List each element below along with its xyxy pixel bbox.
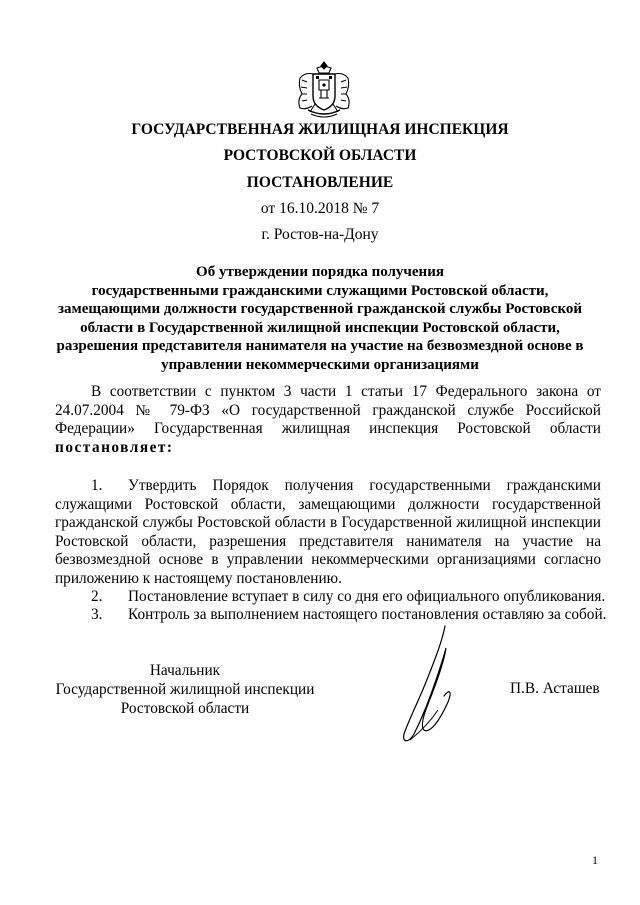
item-line: безвозмездной основе в управлении некоммерческими организациями согласно bbox=[55, 551, 601, 568]
item-line: гражданской службы Ростовской области в Государственной жилищной инспекции bbox=[55, 514, 601, 531]
position-line: Начальник bbox=[149, 662, 221, 679]
handwritten-signature bbox=[390, 622, 480, 752]
item-line: Утвердить Порядок получения государственными гражданскими bbox=[128, 477, 601, 494]
decree-word: постановляет: bbox=[55, 438, 174, 456]
document-title bbox=[40, 263, 600, 374]
organization-name-line2: РОСТОВСКОЙ ОБЛАСТИ bbox=[223, 147, 417, 164]
preamble-paragraph bbox=[55, 383, 601, 457]
item-line: Постановление вступает в силу со дня его официального опубликования. bbox=[128, 588, 606, 605]
item-line: Ростовской области, разрешения представителя нанимателя на участие на bbox=[55, 532, 601, 550]
position-line: Государственной жилищной инспекции bbox=[55, 681, 315, 698]
item-line: служащими Ростовской области, замещающими должности государственной bbox=[55, 495, 601, 513]
item-paragraph bbox=[55, 606, 607, 625]
item-paragraph bbox=[55, 588, 606, 607]
organization-name-line1: ГОСУДАРСТВЕННАЯ ЖИЛИЩНАЯ ИНСПЕКЦИЯ bbox=[131, 121, 509, 138]
preamble-line: Федерации» Государственная жилищная инспекция Ростовской области bbox=[55, 420, 601, 437]
item-number: 3. bbox=[91, 606, 103, 623]
title-line: Об утверждении порядка получения bbox=[196, 264, 444, 280]
coat-of-arms-emblem bbox=[293, 60, 355, 122]
title-line: разрешения представителя нанимателя на участие на безвозмездной основе в bbox=[56, 338, 584, 354]
document-date-number: от 16.10.2018 № 7 bbox=[260, 200, 380, 217]
item-line: Контроль за выполнением настоящего постановления оставляю за собой. bbox=[128, 606, 607, 623]
item-number: 2. bbox=[91, 588, 103, 605]
title-line: управлении некоммерческими организациями bbox=[161, 356, 479, 373]
position-line: Ростовской области bbox=[120, 700, 250, 717]
document-place: г. Ростов-на-Дону bbox=[261, 226, 379, 243]
item-number: 1. bbox=[91, 477, 103, 494]
title-line: области в Государственной жилищной инспекции Ростовской области, bbox=[80, 319, 560, 336]
preamble-line: В соответствии с пунктом 3 части 1 статьи 17 Федерального закона от bbox=[91, 383, 601, 400]
signatory-name: П.В. Асташев bbox=[510, 680, 600, 697]
item-paragraph bbox=[55, 477, 601, 588]
page-number: 1 bbox=[592, 853, 598, 867]
document-type: ПОСТАНОВЛЕНИЕ bbox=[246, 174, 394, 191]
item-line: приложению к настоящему постановлению. bbox=[55, 569, 342, 587]
title-line: государственными гражданскими служащими Ростовской области, bbox=[91, 282, 549, 299]
title-line: замещающими должности государственной гражданской службы Ростовской bbox=[57, 301, 583, 317]
preamble-line: 24.07.2004 № 79-ФЗ «О государственной гражданской службе Российской bbox=[55, 401, 601, 419]
signatory-position bbox=[40, 661, 330, 718]
